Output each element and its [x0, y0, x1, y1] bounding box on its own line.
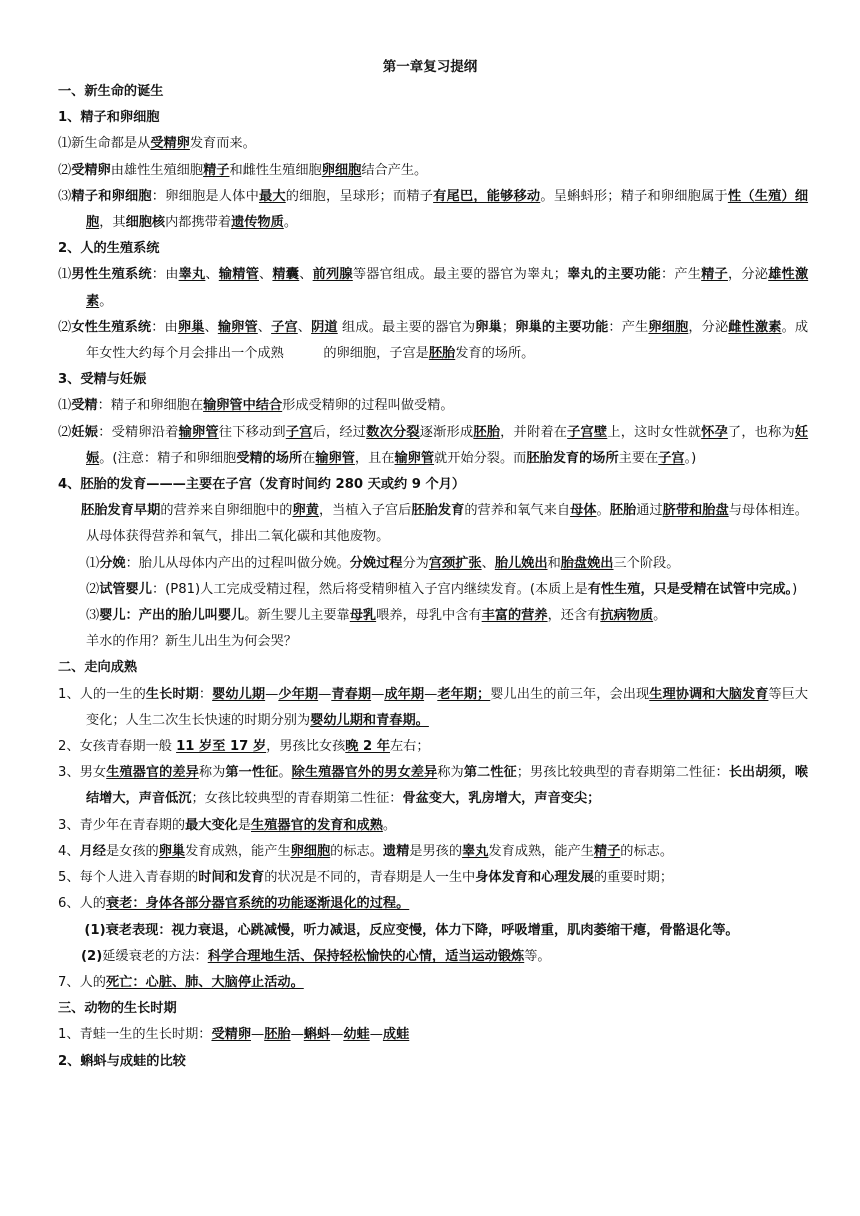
text-segment: ：卵细胞是人体中	[151, 188, 259, 204]
text-segment: 2、女孩青春期一般	[58, 739, 177, 755]
text-segment: ：由	[151, 319, 178, 335]
text-segment: 蝌蚪	[303, 1027, 331, 1043]
text-segment: 和	[547, 555, 561, 571]
text-segment: 发育而来。	[189, 136, 256, 152]
text-segment: 的重要时期；	[593, 870, 674, 886]
text-segment: 。(注意：精子和卵细胞	[99, 450, 237, 466]
text-segment: 分娩过程	[349, 555, 403, 571]
text-segment: 左右；	[390, 739, 430, 755]
text-segment: 通过	[636, 503, 663, 519]
text-segment: 精子和卵细胞	[71, 188, 152, 204]
text-segment: ⑶	[86, 608, 100, 624]
text-segment: ⑵	[58, 162, 72, 178]
text-segment: 结合产生。	[361, 162, 428, 178]
text-segment: 主要在	[618, 450, 659, 466]
text-segment: 长出胡须，喉结增大，声音低沉	[86, 765, 809, 807]
text-segment: 第一性征	[225, 765, 279, 781]
text-segment: 生长时期	[145, 686, 199, 702]
text-segment: ：由	[151, 267, 179, 283]
text-segment: 形成受精卵的过程叫做受精。	[282, 398, 454, 414]
text-segment: 成年期	[384, 686, 425, 702]
text-segment: 。	[278, 765, 292, 781]
text-segment: ⑵	[86, 581, 100, 597]
text-segment: 喂养，母乳中含有	[376, 608, 482, 624]
text-segment: ；男孩比较典型的青春期第二性征：	[516, 765, 729, 781]
text-segment: 6、人的	[58, 896, 106, 912]
text-segment: 、	[481, 555, 495, 571]
text-segment: 二、走向成熟	[58, 660, 138, 676]
text-segment: 胚胎发育	[411, 503, 465, 519]
text-segment: 。	[653, 608, 667, 624]
text-segment: 就开始分裂。而	[434, 450, 527, 466]
text-segment: 成蛙	[382, 1027, 410, 1043]
text-segment: 精子	[203, 162, 230, 178]
text-line	[58, 813, 808, 839]
text-segment: 是女孩的	[105, 843, 159, 859]
text-segment: 内都携带着	[165, 215, 232, 231]
document-body	[58, 79, 808, 1075]
text-segment: 发育的场所。	[455, 346, 535, 362]
text-segment: 母体	[570, 503, 597, 519]
text-segment: 阴道	[311, 319, 338, 335]
text-segment: 卵细胞	[648, 319, 689, 335]
text-line	[58, 603, 808, 629]
text-segment: 称为	[198, 765, 226, 781]
text-segment: ：胎儿从母体内产出的过程叫做分娩。	[125, 555, 350, 571]
text-segment: ⑴新生命都是从	[58, 136, 151, 152]
text-segment: 7、人的	[58, 974, 106, 990]
text-segment: 输卵管	[315, 450, 355, 466]
text-line	[58, 839, 808, 865]
text-segment: 称为	[437, 765, 464, 781]
text-segment: ：产生	[608, 319, 649, 335]
text-segment: 1、青蛙一生的生长时期：	[58, 1027, 212, 1043]
text-segment: 遗传物质	[231, 215, 284, 231]
text-segment: 三个阶段。	[613, 555, 680, 571]
text-segment: 是	[237, 817, 252, 833]
text-segment: —	[424, 686, 438, 702]
text-segment: 卵巢	[177, 319, 205, 335]
text-segment: 和雌性生殖细胞	[229, 162, 322, 178]
text-segment: 三、动物的生长时期	[58, 1001, 177, 1017]
text-segment: —	[371, 686, 385, 702]
text-segment: 是男孩的	[409, 843, 463, 859]
text-line	[58, 996, 808, 1022]
text-segment: 、	[204, 319, 218, 335]
text-line	[58, 158, 808, 184]
text-segment: 胚胎	[264, 1027, 291, 1043]
text-segment: ，男孩比女孩	[266, 739, 346, 755]
text-segment: ：受精卵沿着	[98, 424, 179, 440]
text-line	[58, 944, 808, 970]
text-line	[58, 131, 808, 157]
text-segment: 精囊	[272, 267, 300, 283]
text-line	[58, 1022, 808, 1048]
text-segment: 妊娠	[86, 424, 809, 466]
text-segment: 生殖器官的发育和成熟	[251, 817, 383, 833]
text-segment: 输卵管中结合	[203, 398, 283, 414]
text-segment: 子宫	[285, 424, 313, 440]
text-segment: 4、胚胎的发育———主要在子宫（发育时间约 280 天或约 9 个月）	[58, 477, 466, 493]
text-line	[58, 262, 808, 314]
text-segment: 雌性激素	[728, 319, 782, 335]
text-segment: 卵黄	[292, 503, 319, 519]
text-segment: ，分泌	[727, 267, 769, 283]
text-segment: —	[290, 1027, 304, 1043]
text-segment: ⑵	[58, 319, 72, 335]
text-line	[58, 105, 808, 131]
text-segment: 、	[299, 267, 313, 283]
text-segment: 后，经过	[312, 424, 367, 440]
text-segment: 月经	[79, 843, 106, 859]
text-segment: 。	[99, 293, 113, 309]
text-line	[58, 551, 808, 577]
text-segment: 由雄性生殖细胞	[110, 162, 204, 178]
text-segment: 婴儿出生的前三年，会出现	[490, 686, 650, 702]
text-segment: 雄性激素	[86, 267, 809, 309]
text-segment: ⑵	[58, 424, 72, 440]
text-segment: 。	[596, 503, 610, 519]
text-segment: (2)	[81, 948, 103, 964]
text-segment: 遗精	[382, 843, 410, 859]
text-segment: 怀孕	[701, 424, 728, 440]
text-segment: 丰富的营养	[481, 608, 548, 624]
text-segment: 分娩	[99, 555, 126, 571]
text-segment: ，分泌	[688, 319, 729, 335]
text-segment: 衰老：身体各部分器官系统的功能逐渐退化的过程。	[105, 896, 410, 912]
text-segment: 受精卵	[150, 136, 190, 152]
text-segment: 婴幼儿期和青春期。	[310, 712, 429, 728]
text-line	[58, 498, 808, 550]
text-segment: ：	[198, 686, 213, 702]
text-line	[58, 682, 808, 734]
text-segment: ；女孩比较典型的青春期第二性征：	[191, 791, 403, 807]
text-segment: 死亡：心脏、肺、大脑停止活动。	[105, 974, 304, 990]
text-segment: 胎盘娩出	[560, 555, 614, 571]
text-segment: 分为	[402, 555, 429, 571]
text-segment: 卵细胞	[290, 843, 331, 859]
text-segment: 、	[259, 267, 273, 283]
text-segment: ⑴	[58, 267, 72, 283]
text-segment: 卵巢	[475, 319, 502, 335]
text-segment: 组成。最主要的器官为	[337, 319, 476, 335]
text-segment: ⑴	[86, 555, 100, 571]
text-segment: 胎儿娩出	[494, 555, 548, 571]
text-segment: 。呈蝌蚪形；精子和卵细胞属于	[540, 188, 728, 204]
text-segment: 1、精子和卵细胞	[58, 110, 160, 126]
text-segment: —	[318, 686, 332, 702]
text-line	[58, 1049, 808, 1075]
text-segment: 女性生殖系统	[71, 319, 152, 335]
text-segment: 生殖器官的差异	[106, 765, 199, 781]
text-segment: 生理协调和大脑发育	[649, 686, 769, 702]
text-segment: 2、蝌蚪与成蛙的比较	[58, 1053, 186, 1069]
text-segment: 3、青少年在青春期的	[58, 817, 186, 833]
text-line	[58, 655, 808, 681]
text-segment: —	[330, 1027, 344, 1043]
text-segment: 试管婴儿	[99, 581, 152, 597]
text-segment: (1)衰老表现：视力衰退，心跳减慢，听力减退，反应变慢，体力下降，呼吸增重，肌肉萎缩干瘪，骨骼退化等。	[58, 922, 739, 938]
text-segment: 受精	[71, 398, 98, 414]
text-segment: 受精卵	[71, 162, 111, 178]
text-segment: ，并附着在	[500, 424, 568, 440]
text-segment: 11 岁至 17 岁	[176, 739, 267, 755]
text-segment: 有性生殖，只是受精在试管中完成。	[587, 581, 793, 597]
text-segment: 睾丸的主要功能	[566, 267, 661, 283]
text-segment: 第二性征	[463, 765, 517, 781]
text-segment: )	[792, 581, 798, 597]
text-segment: 受精的场所	[236, 450, 303, 466]
text-segment: ⑶	[58, 188, 72, 204]
text-line	[58, 891, 808, 917]
text-segment: ：(P81)人工完成受精过程，然后将受精卵植入子宫内继续发育。(本质上是	[151, 581, 588, 597]
text-line	[58, 236, 808, 262]
text-segment: 输卵管	[394, 450, 435, 466]
text-segment: 2、人的生殖系统	[58, 241, 160, 257]
text-segment: 输精管	[218, 267, 259, 283]
text-segment: 脐带和胎盘	[662, 503, 729, 519]
text-segment: 4、	[58, 843, 80, 859]
text-segment: 数次分裂	[366, 424, 420, 440]
text-segment: 胚胎发育早期	[81, 503, 161, 519]
text-segment: 。	[382, 817, 397, 833]
text-segment: 科学合理地生活、保持轻松愉快的心情，适当运动锻炼	[207, 948, 525, 964]
text-segment: ：产生	[660, 267, 702, 283]
text-segment: 身体发育和心理发展	[475, 870, 594, 886]
text-segment: 妊娠	[71, 424, 99, 440]
text-segment: 婴儿：产出的胎儿叫婴儿	[99, 608, 245, 624]
text-segment: 的细胞，呈球形；而精子	[285, 188, 434, 204]
text-segment: 。)	[684, 450, 697, 466]
text-segment: 卵细胞	[321, 162, 362, 178]
text-segment: 1、人的一生的	[58, 686, 146, 702]
text-segment: 。新生婴儿主要靠	[244, 608, 350, 624]
text-segment: 延缓衰老的方法：	[102, 948, 208, 964]
text-line	[58, 472, 808, 498]
text-segment: 输卵管	[217, 319, 258, 335]
text-segment: 等。	[524, 948, 551, 964]
text-line	[58, 79, 808, 105]
text-segment: 在	[302, 450, 316, 466]
text-segment: 等巨大变化；人生二次生长快速的时期分别为	[86, 686, 809, 728]
text-segment: 少年期	[278, 686, 319, 702]
text-segment: 的标志。	[330, 843, 383, 859]
text-segment: 最大	[258, 188, 286, 204]
text-segment: 精子	[593, 843, 621, 859]
text-line	[58, 734, 808, 760]
text-segment: ；	[501, 319, 516, 335]
text-segment: —	[265, 686, 279, 702]
page-title: 第一章复习提纲	[382, 59, 478, 75]
text-segment: 宫颈扩张	[428, 555, 482, 571]
text-segment: ，其	[99, 215, 126, 231]
text-segment: 前列腺	[312, 267, 353, 283]
text-line	[58, 393, 808, 419]
text-segment: 的标志。	[620, 843, 674, 859]
text-segment: 子宫壁	[567, 424, 608, 440]
text-segment: 往下移动到	[218, 424, 286, 440]
text-line	[58, 184, 808, 236]
text-segment: 细胞核	[125, 215, 166, 231]
text-segment: 卵巢的主要功能	[515, 319, 609, 335]
text-segment: 睾丸	[178, 267, 206, 283]
text-segment: 、	[205, 267, 219, 283]
text-segment: 胚胎	[609, 503, 637, 519]
text-line	[58, 865, 808, 891]
text-segment: 除生殖器官外的男女差异	[291, 765, 438, 781]
text-segment: 胚胎发育的场所	[526, 450, 619, 466]
text-segment: 受精卵	[211, 1027, 252, 1043]
text-line	[58, 577, 808, 603]
text-segment: ，当植入子宫后	[318, 503, 412, 519]
text-segment: 。成年女性大约每个月会排出一个成熟 的卵细胞，子宫是	[86, 319, 809, 362]
text-segment: 。	[283, 215, 297, 231]
text-segment: ⑴	[58, 398, 72, 414]
text-segment: 子宫	[658, 450, 685, 466]
text-line	[58, 315, 808, 367]
text-line	[58, 367, 808, 393]
text-segment: 最大变化	[185, 817, 238, 833]
text-segment: 子宫	[271, 319, 298, 335]
text-segment: 婴幼儿期	[212, 686, 266, 702]
text-segment: 发育成熟，能产生	[185, 843, 291, 859]
text-segment: 、	[297, 319, 312, 335]
text-segment: 老年期；	[437, 686, 491, 702]
text-segment: 母乳	[349, 608, 377, 624]
text-segment: 的状况是不同的，青春期是人一生中	[264, 870, 476, 886]
text-segment: 一、新生命的诞生	[58, 84, 164, 99]
text-segment: 时间和发育	[198, 870, 265, 886]
text-segment: 输卵管	[178, 424, 219, 440]
text-segment: 精子	[701, 267, 728, 283]
text-segment: 与母体相连。从母体获得营养和氧气，排出二氧化碳和其他废物。	[86, 503, 808, 545]
text-segment: 胚胎	[428, 346, 456, 362]
text-segment: —	[369, 1027, 383, 1043]
text-segment: 逐渐形成	[419, 424, 474, 440]
text-segment: 的营养和氧气来自	[464, 503, 571, 519]
text-segment: 有尾巴，能够移动	[433, 188, 541, 204]
text-segment: 卵巢	[158, 843, 186, 859]
text-segment: 羊水的作用？新生儿出生为何会哭？	[86, 634, 297, 650]
text-segment: 、	[257, 319, 272, 335]
text-segment: 5、每个人进入青春期的	[58, 870, 199, 886]
text-line	[58, 629, 808, 655]
text-segment: 3、受精与妊娠	[58, 372, 147, 388]
text-segment: 男性生殖系统	[71, 267, 152, 283]
text-segment: 晚 2 年	[345, 739, 390, 755]
text-segment: ，还含有	[547, 608, 601, 624]
text-segment: —	[251, 1027, 265, 1043]
text-segment: 发育成熟，能产生	[488, 843, 594, 859]
text-segment: 青春期	[331, 686, 372, 702]
text-segment: 睾丸	[462, 843, 489, 859]
text-line	[58, 760, 808, 812]
text-line	[58, 420, 808, 472]
text-segment: 3、男女	[58, 765, 107, 781]
text-segment: 性（生殖）细胞	[86, 188, 809, 231]
text-segment: 了，也称为	[727, 424, 795, 440]
text-line	[58, 970, 808, 996]
text-segment: 骨盆变大，乳房增大，声音变尖；	[402, 791, 601, 807]
text-line	[58, 918, 808, 944]
text-segment: 等器官组成。最主要的器官为睾丸；	[352, 267, 567, 283]
text-segment: 上，这时女性就	[607, 424, 702, 440]
text-segment: 的营养来自卵细胞中的	[160, 503, 293, 519]
text-segment: 胚胎	[473, 424, 501, 440]
text-segment: ，且在	[354, 450, 395, 466]
text-segment: 抗病物质	[600, 608, 654, 624]
text-segment: 幼蛙	[343, 1027, 370, 1043]
text-segment: ：精子和卵细胞在	[97, 398, 204, 414]
